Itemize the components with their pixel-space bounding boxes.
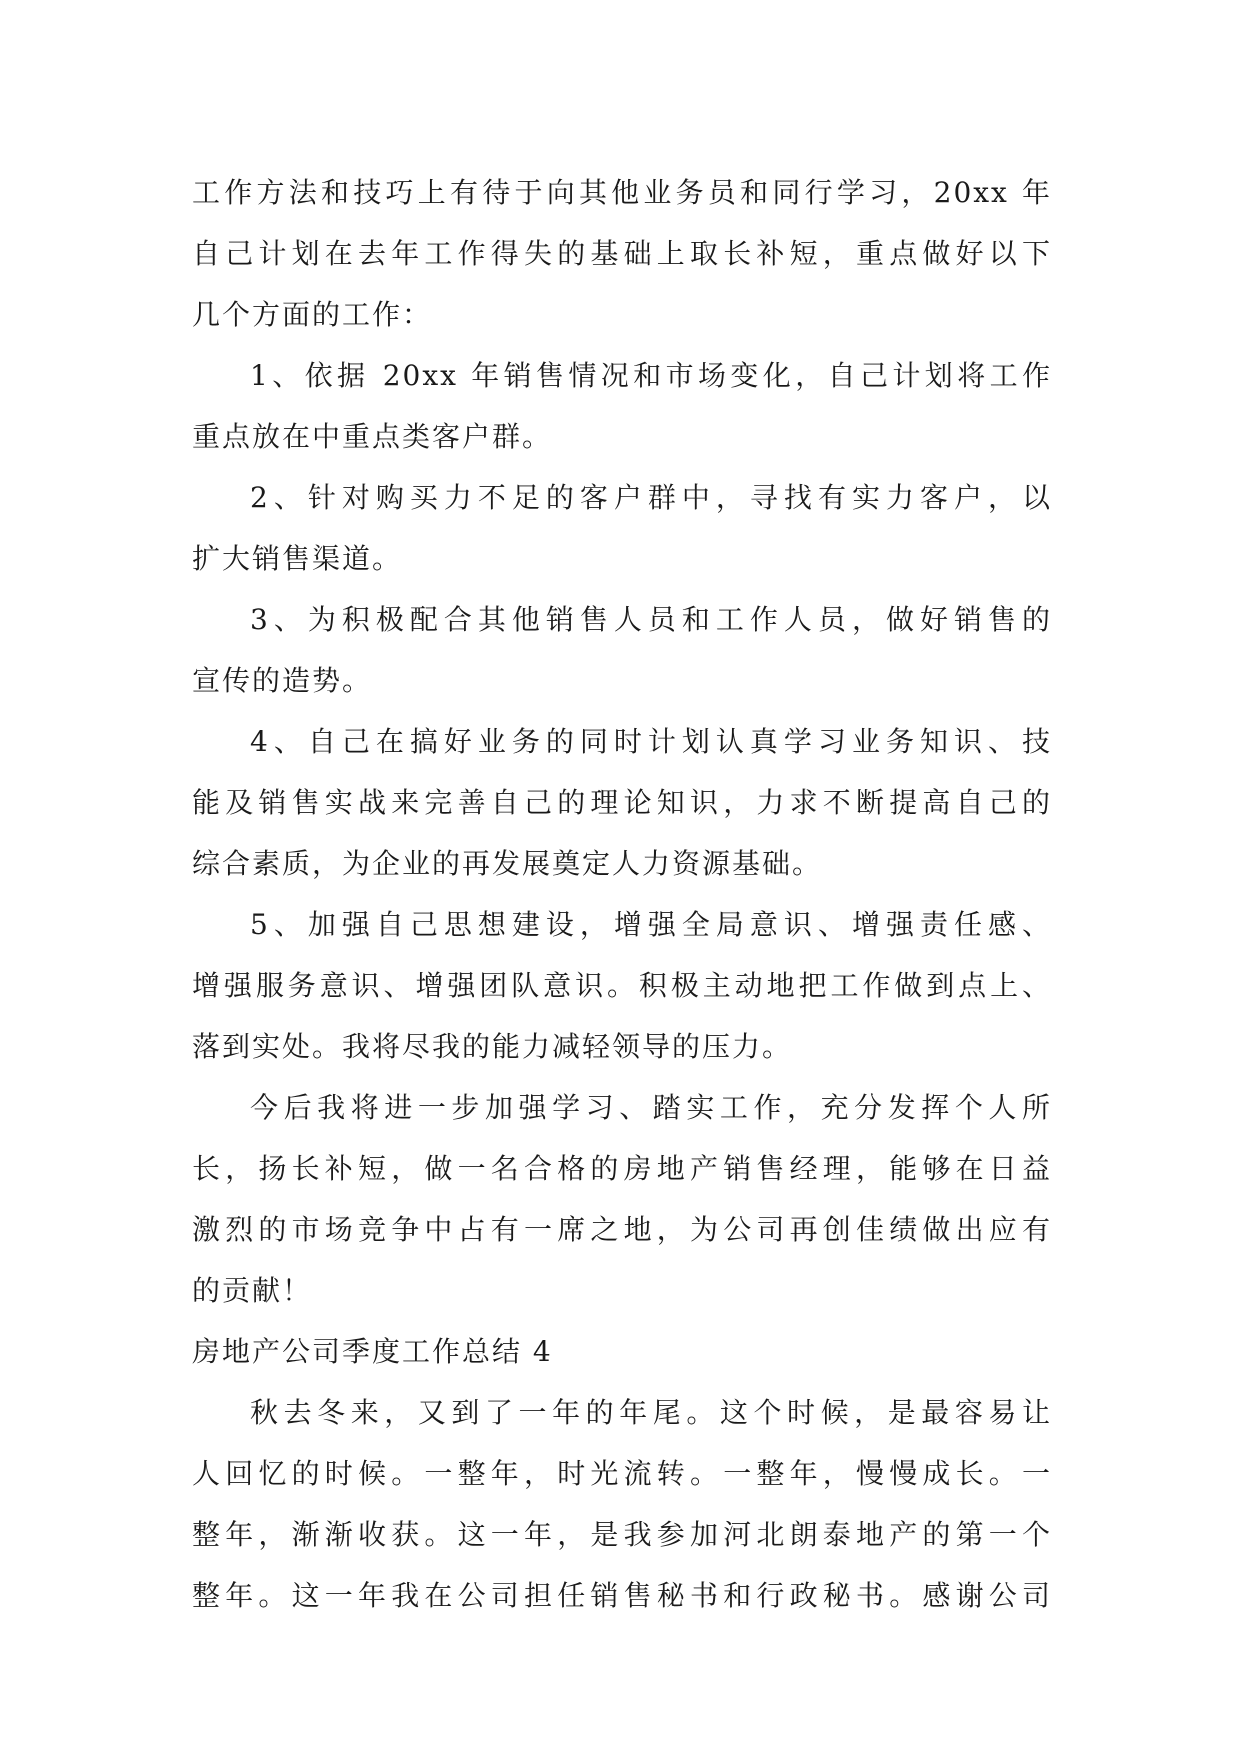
paragraph-line: 今后我将进一步加强学习、踏实工作，充分发挥个人所: [250, 1091, 1052, 1124]
paragraph-line: 自己计划在去年工作得失的基础上取长补短，重点做好以下: [192, 237, 1052, 270]
list-item-2-line: 2、针对购买力不足的客户群中，寻找有实力客户，以: [250, 481, 1052, 514]
paragraph-line: 整年，渐渐收获。这一年，是我参加河北朗泰地产的第一个: [192, 1518, 1052, 1551]
list-item-3-line: 3、为积极配合其他销售人员和工作人员，做好销售的: [250, 603, 1052, 636]
document-page: [192, 162, 1052, 1626]
paragraph-line: 秋去冬来，又到了一年的年尾。这个时候，是最容易让: [250, 1396, 1052, 1429]
list-item-4-line: 4、自己在搞好业务的同时计划认真学习业务知识、技: [250, 725, 1052, 758]
list-item-5-line: 5、加强自己思想建设，增强全局意识、增强责任感、: [250, 908, 1052, 941]
list-item-1-line: 重点放在中重点类客户群。: [192, 420, 553, 453]
paragraph-line: 工作方法和技巧上有待于向其他业务员和同行学习，20xx 年: [192, 176, 1052, 209]
paragraph-line: 激烈的市场竞争中占有一席之地，为公司再创佳绩做出应有: [192, 1213, 1052, 1246]
paragraph-line: 几个方面的工作：: [192, 298, 433, 331]
paragraph-line: 人回忆的时候。一整年，时光流转。一整年，慢慢成长。一: [192, 1457, 1052, 1490]
list-item-3-line: 宣传的造势。: [192, 664, 373, 697]
paragraph-line: 的贡献！: [192, 1274, 313, 1307]
section-heading: 房地产公司季度工作总结 4: [192, 1335, 553, 1368]
list-item-4-line: 综合素质，为企业的再发展奠定人力资源基础。: [192, 847, 823, 880]
list-item-4-line: 能及销售实战来完善自己的理论知识，力求不断提高自己的: [192, 786, 1052, 819]
list-item-1-line: 1、依据 20xx 年销售情况和市场变化，自己计划将工作: [250, 359, 1052, 392]
list-item-5-line: 增强服务意识、增强团队意识。积极主动地把工作做到点上、: [192, 969, 1052, 1002]
paragraph-line: 整年。这一年我在公司担任销售秘书和行政秘书。感谢公司: [192, 1579, 1052, 1612]
list-item-2-line: 扩大销售渠道。: [192, 542, 403, 575]
list-item-5-line: 落到实处。我将尽我的能力减轻领导的压力。: [192, 1030, 793, 1063]
paragraph-line: 长，扬长补短，做一名合格的房地产销售经理，能够在日益: [192, 1152, 1052, 1185]
